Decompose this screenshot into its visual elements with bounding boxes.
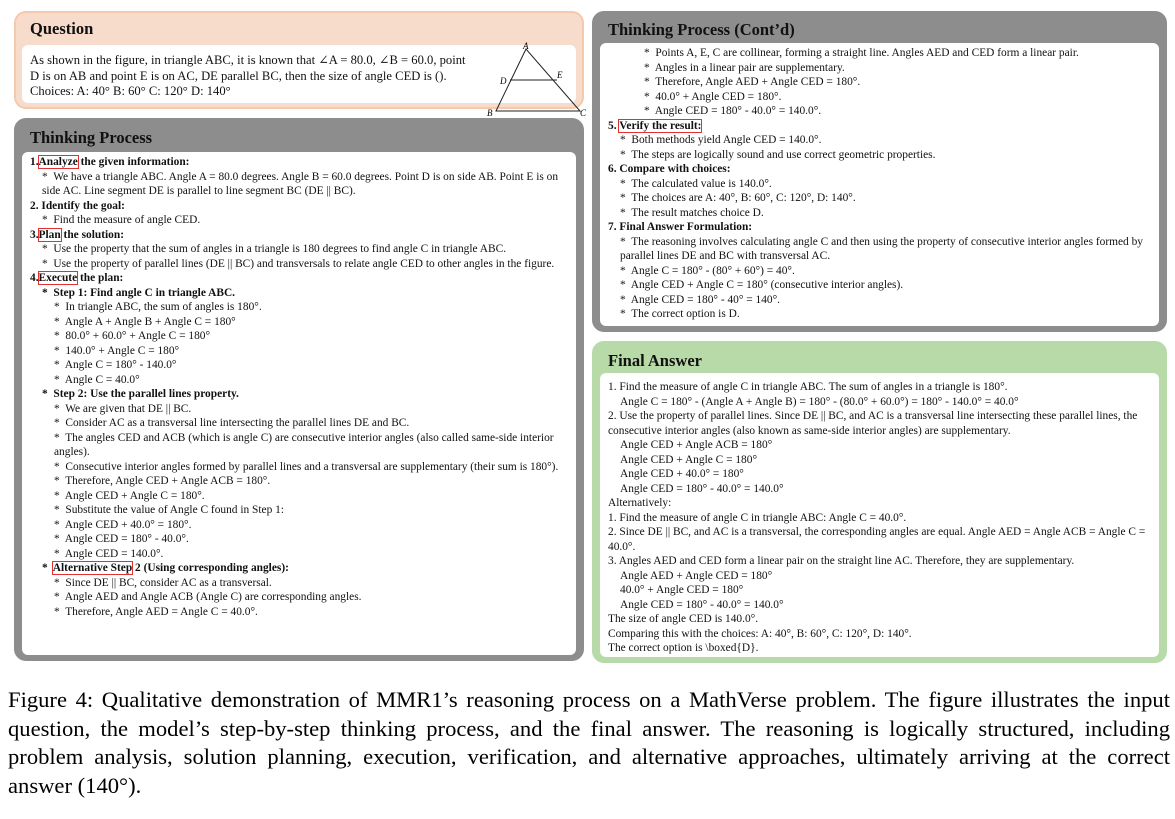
highlight-plan: Plan — [38, 228, 61, 241]
list-item: * Substitute the value of Angle C found in Step 1: — [54, 504, 285, 516]
list-item: * Angle C = 40.0° — [54, 373, 140, 386]
question-title: Question — [30, 19, 94, 38]
step-2-heading: 2. Identify the goal: — [30, 199, 125, 212]
list-item: Angle CED + Angle ACB = 180° — [620, 439, 773, 451]
list-item: * Angle C = 180° - 140.0° — [54, 359, 177, 371]
thinking-cont-body — [600, 43, 1159, 326]
list-item: * The steps are logically sound and use correct geometric properties. — [620, 148, 936, 161]
final-answer-title: Final Answer — [608, 351, 702, 370]
list-item: * Both methods yield Angle CED = 140.0°. — [620, 134, 822, 146]
final-a1: 1. Find the measure of angle C in triangle ABC: Angle C = 40.0°. — [608, 511, 907, 524]
substep-1-heading: * Step 1: Find angle C in triangle ABC. — [42, 286, 236, 299]
list-item: * Consecutive interior angles formed by parallel lines and a transversal are supplementary (their sum is 180°). — [54, 460, 559, 473]
question-panel — [14, 11, 587, 118]
list-item: * The reasoning involves calculating angle C and then using the property of consecutive interior angles formed by parallel lines DE and BC with transversal AC. — [620, 235, 1143, 262]
list-item: * Therefore, Angle AED = Angle C = 40.0°. — [54, 605, 258, 618]
final-p1-eq: Angle C = 180° - (Angle A + Angle B) = 180° - (80.0° + 60.0°) = 180° - 140.0° = 40.0° — [620, 395, 1019, 408]
list-item: * Angle CED = 180° - 40.0° = 140.0°. — [644, 105, 822, 117]
list-item: * The correct option is D. — [620, 308, 740, 320]
list-item: * Angle CED = 180° - 40° = 140°. — [620, 293, 781, 306]
final-end-2: Comparing this with the choices: A: 40°, B: 60°, C: 120°, D: 140°. — [608, 627, 912, 640]
final-answer-body — [600, 373, 1159, 657]
thinking-title: Thinking Process — [30, 128, 153, 147]
list-item: * The choices are A: 40°, B: 60°, C: 120°, D: 140°. — [620, 192, 856, 204]
label-e: E — [557, 70, 563, 80]
list-item: * We are given that DE || BC. — [54, 402, 192, 415]
thinking-body — [22, 152, 576, 655]
step-5-heading: 5. Verify the result: — [608, 119, 702, 132]
final-p2: 2. Use the property of parallel lines. Since DE || BC, and AC is a transversal line intersecting these parallel lines, the consecutive interior angles (also known as same-side interior angles) are supplementary. — [608, 410, 1138, 437]
thinking-panel — [14, 118, 584, 661]
final-end-1: The size of angle CED is 140.0°. — [608, 613, 759, 625]
label-d: D — [500, 76, 507, 86]
step-4-heading: 4.Execute the plan: — [30, 272, 124, 284]
final-end-3: The correct option is \boxed{D}. — [608, 642, 759, 654]
question-body — [22, 41, 587, 118]
step-3-text-a: * Use the property that the sum of angles in a triangle is 180 degrees to find angle C in triangle ABC. — [42, 243, 507, 255]
list-item: * In triangle ABC, the sum of angles is 180°. — [54, 301, 262, 313]
label-b: B — [487, 108, 493, 118]
final-a3: 3. Angles AED and CED form a linear pair on the straight line AC. Therefore, they are supplementary. — [608, 555, 1075, 567]
step-2-text: * Find the measure of angle CED. — [42, 214, 201, 226]
list-item: * Therefore, Angle CED + Angle ACB = 180°. — [54, 475, 271, 487]
list-item: * Angle CED + Angle C = 180° (consecutive interior angles). — [620, 279, 904, 291]
list-item: * 80.0° + 60.0° + Angle C = 180° — [54, 330, 211, 342]
list-item: * Angle AED and Angle ACB (Angle C) are corresponding angles. — [54, 591, 362, 603]
step-1-text: * We have a triangle ABC. Angle A = 80.0 degrees. Angle B = 60.0 degrees. Point D is on side AB. Point E is on side AC. Line segment DE is parallel to line segment BC (DE || BC). — [42, 170, 559, 197]
list-item: * The calculated value is 140.0°. — [620, 177, 772, 190]
triangle-figure — [484, 41, 587, 118]
highlight-verify: Verify the result: — [619, 119, 702, 132]
list-item: Angle CED = 180° - 40.0° = 140.0° — [620, 482, 784, 495]
figure-caption: Figure 4: Qualitative demonstration of MMR1’s reasoning process on a MathVerse problem. The figure illustrates the input question, the model’s step-by-step thinking process, and the final answer. The reasoning is logically structured, including problem analysis, solution planning, execution, verification, and alternative approaches, ultimately arriving at the correct answer (140°). — [8, 687, 1170, 798]
list-item: Angle CED + 40.0° = 180° — [620, 468, 744, 480]
question-text: As shown in the figure, in triangle ABC, it is known that ∠A = 80.0, ∠B = 60.0, point D is on AB and point E is on AC, DE parallel BC, then the size of angle CED is (). Choices: A: 40° B: 60° C: 120° D: 140° — [30, 53, 466, 98]
list-item: * Therefore, Angle AED + Angle CED = 180°. — [644, 76, 861, 88]
list-item: 40.0° + Angle CED = 180° — [620, 584, 744, 596]
list-item: * The result matches choice D. — [620, 206, 764, 219]
step-3-heading: 3.Plan the solution: — [30, 228, 124, 241]
alt-step-heading: * Alternative Step 2 (Using corresponding angles): — [42, 562, 289, 574]
label-a: A — [523, 41, 529, 51]
list-item: * Angle CED = 180° - 40.0°. — [54, 533, 189, 545]
highlight-execute: Execute — [38, 272, 78, 284]
final-alternatively: Alternatively: — [608, 497, 672, 509]
final-p1: 1. Find the measure of angle C in triangle ABC. The sum of angles in a triangle is 180°. — [608, 381, 1008, 393]
list-item: Angle AED + Angle CED = 180° — [620, 569, 773, 582]
list-item: * Points A, E, C are collinear, forming a straight line. Angles AED and CED form a linear pair. — [644, 47, 1079, 59]
list-item: * Angle C = 180° - (80° + 60°) = 40°. — [620, 264, 795, 277]
step-7-heading: 7. Final Answer Formulation: — [608, 221, 753, 233]
list-item: * Consider AC as a transversal line intersecting the parallel lines DE and BC. — [54, 417, 410, 429]
list-item: * Angle CED = 140.0°. — [54, 547, 164, 560]
list-item: * Angles in a linear pair are supplementary. — [644, 61, 845, 74]
step-3-text-b: * Use the property of parallel lines (DE || BC) and transversals to relate angle CED to other angles in the figure. — [42, 257, 555, 270]
final-answer-panel — [592, 341, 1167, 663]
list-item: * 140.0° + Angle C = 180° — [54, 344, 180, 357]
step-1-heading: 1.Analyze the given information: — [30, 156, 190, 168]
substep-2-heading: * Step 2: Use the parallel lines property. — [42, 388, 239, 400]
highlight-analyze: Analyze — [38, 156, 78, 168]
list-item: * 40.0° + Angle CED = 180°. — [644, 90, 782, 103]
label-c: C — [580, 108, 587, 118]
highlight-alternative: Alternative Step — [52, 562, 133, 574]
list-item: Angle CED = 180° - 40.0° = 140.0° — [620, 598, 784, 611]
list-item: * Since DE || BC, consider AC as a transversal. — [54, 576, 272, 589]
list-item: * Angle CED + 40.0° = 180°. — [54, 518, 192, 531]
list-item: Angle CED + Angle C = 180° — [620, 453, 757, 466]
list-item: * The angles CED and ACB (which is angle C) are consecutive interior angles (also called same-side interior angles). — [54, 431, 554, 458]
thinking-cont-title: Thinking Process (Cont’d) — [608, 20, 795, 39]
step-6-heading: 6. Compare with choices: — [608, 163, 731, 175]
thinking-cont-panel — [592, 11, 1167, 332]
list-item: * Angle A + Angle B + Angle C = 180° — [54, 315, 236, 328]
list-item: * Angle CED + Angle C = 180°. — [54, 489, 205, 502]
final-a2: 2. Since DE || BC, and AC is a transversal, the corresponding angles are equal. Angle AED = Angle ACB = Angle C = 40.0°. — [608, 526, 1146, 553]
